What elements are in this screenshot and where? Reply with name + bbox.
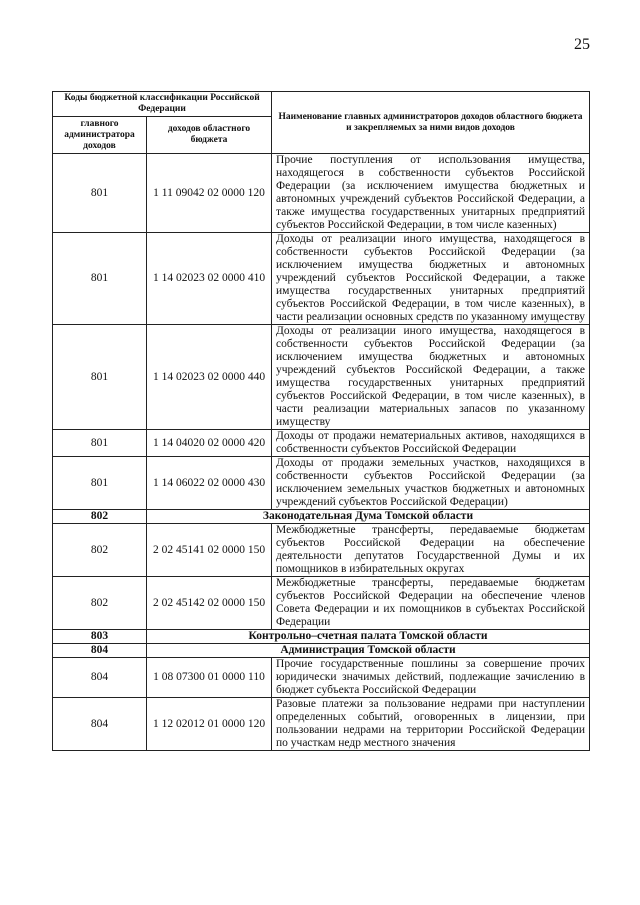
admin-code-cell: 804 bbox=[53, 658, 147, 698]
admin-code-cell: 804 bbox=[53, 698, 147, 751]
income-code-cell: 1 14 04020 02 0000 420 bbox=[147, 430, 272, 457]
table-row bbox=[53, 577, 590, 630]
admin-code-cell: 801 bbox=[53, 154, 147, 233]
income-code-cell: 1 12 02012 01 0000 120 bbox=[147, 698, 272, 751]
page-number: 25 bbox=[574, 36, 590, 53]
income-name-cell: Разовые платежи за пользование недрами при наступлении определенных событий, оговоренных в лицензии, при пользовании недрами на территории Российской Федерации по участкам недр местного значения bbox=[272, 698, 590, 751]
table-row bbox=[53, 430, 590, 457]
admin-code-cell: 802 bbox=[53, 577, 147, 630]
income-name-cell: Доходы от продажи нематериальных активов, находящихся в собственности субъектов Российской Федерации bbox=[272, 430, 590, 457]
group-row bbox=[53, 630, 590, 644]
income-code-cell: 2 02 45141 02 0000 150 bbox=[147, 524, 272, 577]
table-row bbox=[53, 233, 590, 325]
admin-code-cell: 803 bbox=[53, 630, 147, 644]
admin-code-cell: 801 bbox=[53, 233, 147, 325]
table-row bbox=[53, 524, 590, 577]
administrator-name-cell: Контрольно–счетная палата Томской области bbox=[147, 630, 590, 644]
group-row bbox=[53, 510, 590, 524]
administrator-name-cell: Администрация Томской области bbox=[147, 644, 590, 658]
income-name-cell: Доходы от продажи земельных участков, находящихся в собственности субъектов Российской Федерации (за исключением земельных участков бюджетных и автономных учреждений субъектов Российской Федерации) bbox=[272, 457, 590, 510]
income-name-cell: Прочие поступления от использования имущества, находящегося в собственности субъектов Российской Федерации (за исключением имущества бюджетных и автономных учреждений субъектов Российской Федерации, а также имущества государственных унитарных предприятий субъектов Российской Федерации, в том числе казенных) bbox=[272, 154, 590, 233]
income-name-cell: Доходы от реализации иного имущества, находящегося в собственности субъектов Российской Федерации (за исключением имущества бюджетных и автономных учреждений субъектов Российской Федерации, а также имущества государственных унитарных предприятий субъектов Российской Федерации, в том числе казенных), в части реализации материальных запасов по указанному имуществу bbox=[272, 325, 590, 430]
admin-code-cell: 802 bbox=[53, 524, 147, 577]
admin-code-cell: 804 bbox=[53, 644, 147, 658]
header-col-name: Наименование главных администраторов доходов областного бюджета и закрепляемых за ними видов доходов bbox=[272, 92, 590, 154]
income-name-cell: Межбюджетные трансферты, передаваемые бюджетам субъектов Российской Федерации на обеспечение членов Совета Федерации и их помощников в субъектах Российской Федерации bbox=[272, 577, 590, 630]
table-row bbox=[53, 658, 590, 698]
header-group-title: Коды бюджетной классификации Российской Федерации bbox=[53, 92, 272, 117]
table-body bbox=[53, 154, 590, 751]
income-code-cell: 1 14 02023 02 0000 410 bbox=[147, 233, 272, 325]
income-code-cell: 1 14 02023 02 0000 440 bbox=[147, 325, 272, 430]
header-col-admin: главного администратора доходов bbox=[53, 117, 147, 154]
table-row bbox=[53, 325, 590, 430]
income-name-cell: Прочие государственные пошлины за совершение прочих юридически значимых действий, подлежащие зачислению в бюджет субъекта Российской Федерации bbox=[272, 658, 590, 698]
income-code-cell: 1 11 09042 02 0000 120 bbox=[147, 154, 272, 233]
budget-codes-table bbox=[52, 91, 590, 751]
admin-code-cell: 801 bbox=[53, 325, 147, 430]
table-row bbox=[53, 154, 590, 233]
income-code-cell: 2 02 45142 02 0000 150 bbox=[147, 577, 272, 630]
table-row bbox=[53, 698, 590, 751]
income-code-cell: 1 08 07300 01 0000 110 bbox=[147, 658, 272, 698]
table-row bbox=[53, 457, 590, 510]
income-code-cell: 1 14 06022 02 0000 430 bbox=[147, 457, 272, 510]
administrator-name-cell: Законодательная Дума Томской области bbox=[147, 510, 590, 524]
header-col-code: доходов областного бюджета bbox=[147, 117, 272, 154]
income-name-cell: Межбюджетные трансферты, передаваемые бюджетам субъектов Российской Федерации на обеспечение деятельности депутатов Государственной Думы и их помощников в избирательных округах bbox=[272, 524, 590, 577]
income-name-cell: Доходы от реализации иного имущества, находящегося в собственности субъектов Российской Федерации (за исключением имущества бюджетных и автономных учреждений субъектов Российской Федерации, а также имущества государственных унитарных предприятий субъектов Российской Федерации, в том числе казенных), в части реализации основных средств по указанному имуществу bbox=[272, 233, 590, 325]
group-row bbox=[53, 644, 590, 658]
admin-code-cell: 801 bbox=[53, 457, 147, 510]
admin-code-cell: 802 bbox=[53, 510, 147, 524]
admin-code-cell: 801 bbox=[53, 430, 147, 457]
